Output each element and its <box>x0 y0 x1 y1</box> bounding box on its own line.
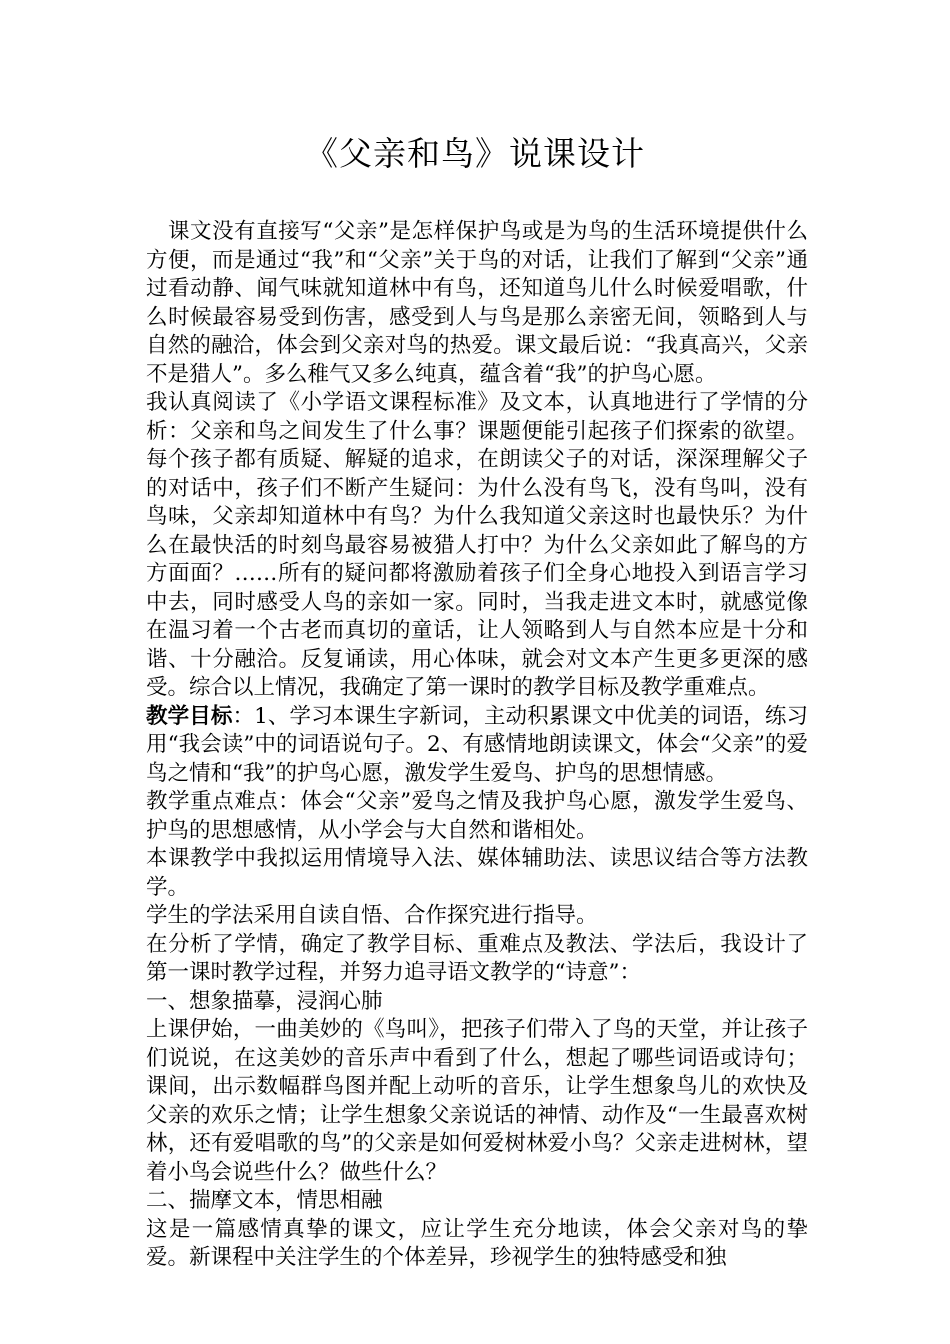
paragraph-intro: 课文没有直接写“父亲”是怎样保护鸟或是为鸟的生活环境提供什么方便，而是通过“我”和“父亲”关于鸟的对话，让我们了解到“父亲”通过看动静、闻气味就知道林中有鸟，还知道鸟儿什么时候爱唱歌，什么时候最容易受到伤害，感受到人与鸟是那么亲密无间，领略到人与自然的融洽，体会到父亲对鸟的热爱。课文最后说：“我真高兴，父亲不是猎人”。多么稚气又多么纯真，蕴含着“我”的护鸟心愿。 <box>146 219 808 387</box>
page-title: 《父亲和鸟》说课设计 <box>305 134 645 173</box>
teaching-goals-label: 教学目标 <box>146 703 233 729</box>
paragraph-section-2: 这是一篇感情真挚的课文，应让学生充分地读，体会父亲对鸟的挚爱。新课程中关注学生的个体差异，珍视学生的独特感受和独 <box>146 1216 808 1270</box>
paragraph-teaching-goals <box>146 703 808 789</box>
paragraph-teaching-methods: 本课教学中我拟运用情境导入法、媒体辅助法、读思议结合等方法教学。 <box>146 846 808 900</box>
paragraph-analysis: 我认真阅读了《小学语文课程标准》及文本，认真地进行了学情的分析：父亲和鸟之间发生了什么事？课题便能引起孩子们探索的欲望。每个孩子都有质疑、解疑的追求，在朗读父子的对话，深深理解父子的对话中，孩子们不断产生疑问：为什么没有鸟飞，没有鸟叫，没有鸟味，父亲却知道林中有鸟？为什么我知道父亲这时也最快乐？为什么在最快活的时刻鸟最容易被猎人打中？为什么父亲如此了解鸟的方方面面？……所有的疑问都将激励着孩子们全身心地投入到语言学习中去，同时感受人鸟的亲如一家。同时，当我走进文本时，就感觉像在温习着一个古老而真切的童话，让人领略到人与自然本应是十分和谐、十分融洽。反复诵读，用心体味，就会对文本产生更多更深的感受。综合以上情况，我确定了第一课时的教学目标及教学重难点。 <box>146 390 808 700</box>
section-heading-1: 一、想象描摹，浸润心肺 <box>146 988 383 1014</box>
paragraph-section-1: 上课伊始，一曲美妙的《鸟叫》，把孩子们带入了鸟的天堂，并让孩子们说说，在这美妙的音乐声中看到了什么，想起了哪些词语或诗句；课间，出示数幅群鸟图并配上动听的音乐，让学生想象鸟儿的欢快及父亲的欢乐之情；让学生想象父亲说话的神情、动作及“一生最喜欢树林，还有爱唱歌的鸟”的父亲是如何爱树林爱小鸟？父亲走进树林，望着小鸟会说些什么？做些什么？ <box>146 1017 808 1185</box>
section-heading-2: 二、揣摩文本，情思相融 <box>146 1188 383 1213</box>
paragraph-process-intro: 在分析了学情，确定了教学目标、重难点及教法、学法后，我设计了第一课时教学过程，并努力追寻语文教学的“诗意”： <box>146 931 808 985</box>
document-body <box>146 218 808 1273</box>
paragraph-key-difficulties: 教学重点难点：体会“父亲”爱鸟之情及我护鸟心愿，激发学生爱鸟、护鸟的思想感情，从小学会与大自然和谐相处。 <box>146 789 808 843</box>
paragraph-learning-methods: 学生的学法采用自读自悟、合作探究进行指导。 <box>146 903 598 928</box>
teaching-goals-text: ：1、学习本课生字新词，主动积累课文中优美的词语，练习用“我会读”中的词语说句子。2、有感情地朗读课文，体会“父亲”的爱鸟之情和“我”的护鸟心愿，激发学生爱鸟、护鸟的思想情感。 <box>146 703 808 786</box>
